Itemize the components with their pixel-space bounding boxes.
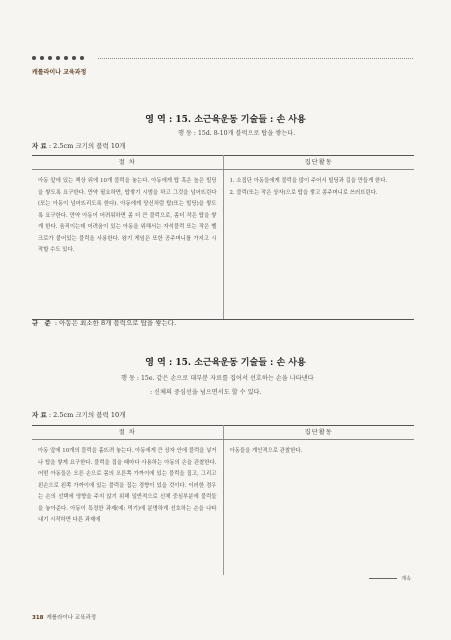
section2-materials-label: 자 료 xyxy=(32,411,47,419)
section1-materials-text: : 2.5cm 크기의 블럭 10개 xyxy=(46,142,126,150)
section1-col1-header: 절 차 xyxy=(32,156,223,170)
section1-group-activity: 1. 소집단 아동들에게 블럭을 많이 주어서 빌딩과 길을 만들게 한다. 2. 블럭(또는 작은 상자)으로 탑을 쌓고 콩주머니로 쓰러뜨린다. xyxy=(223,170,414,320)
section1-title: 영 역 : 15. 소근육운동 기술들 : 손 사용 xyxy=(145,115,306,125)
section1-activity-table xyxy=(32,155,414,320)
section2-group-activity: 아동들을 개인적으로 관찰한다. xyxy=(229,448,303,454)
section2-behavior-cont: : 신체의 중심선을 넘으면서도 할 수 있다. xyxy=(150,389,262,396)
section2-col2-header: 집단활동 xyxy=(223,426,414,440)
page-number: 318 xyxy=(32,615,44,621)
header-label: 캐롤라이나 교육과정 xyxy=(32,69,87,76)
section2-title: 영 역 : 15. 소근육운동 기술들 : 손 사용 xyxy=(145,358,306,368)
continued-line xyxy=(369,578,397,579)
section2-materials-text: : 2.5cm 크기의 블럭 10개 xyxy=(46,411,126,419)
section1-criteria-text: : 아동은 최소한 8개 블럭으로 탑을 쌓는다. xyxy=(52,319,177,327)
section1-criteria-label: 규 준 xyxy=(32,319,53,327)
section1-behavior: 행 동 : 15d. 8-10개 블럭으로 탑을 쌓는다. xyxy=(178,130,296,137)
section1-criteria xyxy=(32,318,176,327)
section2-materials xyxy=(32,410,125,419)
section2-behavior: 행 동 : 15e. 같은 손으로 대부분 자료를 집어서 선호하는 손을 나타낸다 xyxy=(121,375,314,382)
section1-materials xyxy=(32,141,125,150)
section1-materials-label: 자 료 xyxy=(32,142,47,150)
section2-procedure: 아동 앞에 10개의 블럭을 흩뜨려 놓는다. 아동에게 큰 상자 안에 블럭을 넣거나 탑을 쌓게 요구한다. 블럭을 집을 때마다 사용하는 아동의 손을 관찰한다. 어떤 아동들은 오른 손으로 몸의 오른쪽 가까이에 있는 블럭을 집고, 그리고 왼손으로 왼쪽 가까이에 있는 블럭을 집는 경향이 있을 것이다. 이러한 경우는 손의 선택에 영향을 주지 않기 위해 일반적으로 신체 중심부분에 블럭들을 놓아준다. 아동이 특정한 과제(예: 먹기)에 분명하게 선호하는 손을 나타내기 시작하면 다른 과제에 xyxy=(32,440,223,575)
continued-note xyxy=(369,575,411,582)
footer-text: 캐롤라이나 교육과정 xyxy=(46,615,97,621)
section1-col2-header: 집단활동 xyxy=(223,156,414,170)
header-rule xyxy=(98,58,413,59)
header-dots xyxy=(32,56,84,60)
section2-activity-table xyxy=(32,425,414,575)
section1-procedure: 아동 앞에 있는 책상 위에 10개 블럭을 놓는다. 아동에게 탑 혹은 높은 빌딩을 쌓도록 요구한다. 만약 필요하면, 탑쌓기 시범을 하고 그것을 넘어뜨린다(또는 아동이 넘어뜨리도록 한다). 아동에게 당신처럼 탑(또는 빌딩)을 쌓도록 요구한다. 만약 아동이 어려워하면 좀 더 큰 블럭으로, 좀더 작은 탑을 쌓게 한다. 움직이는데 어려움이 있는 아동을 위해서는 자석블럭 또는 작은 벨크로가 붙어있는 블럭을 사용한다. 왕기 게임은 또한 공주머니를 가지고 시작할 수도 있다. xyxy=(32,170,223,320)
footer xyxy=(32,613,96,621)
continued-label: 계속 xyxy=(401,576,411,582)
section2-col1-header: 절 차 xyxy=(32,426,223,440)
